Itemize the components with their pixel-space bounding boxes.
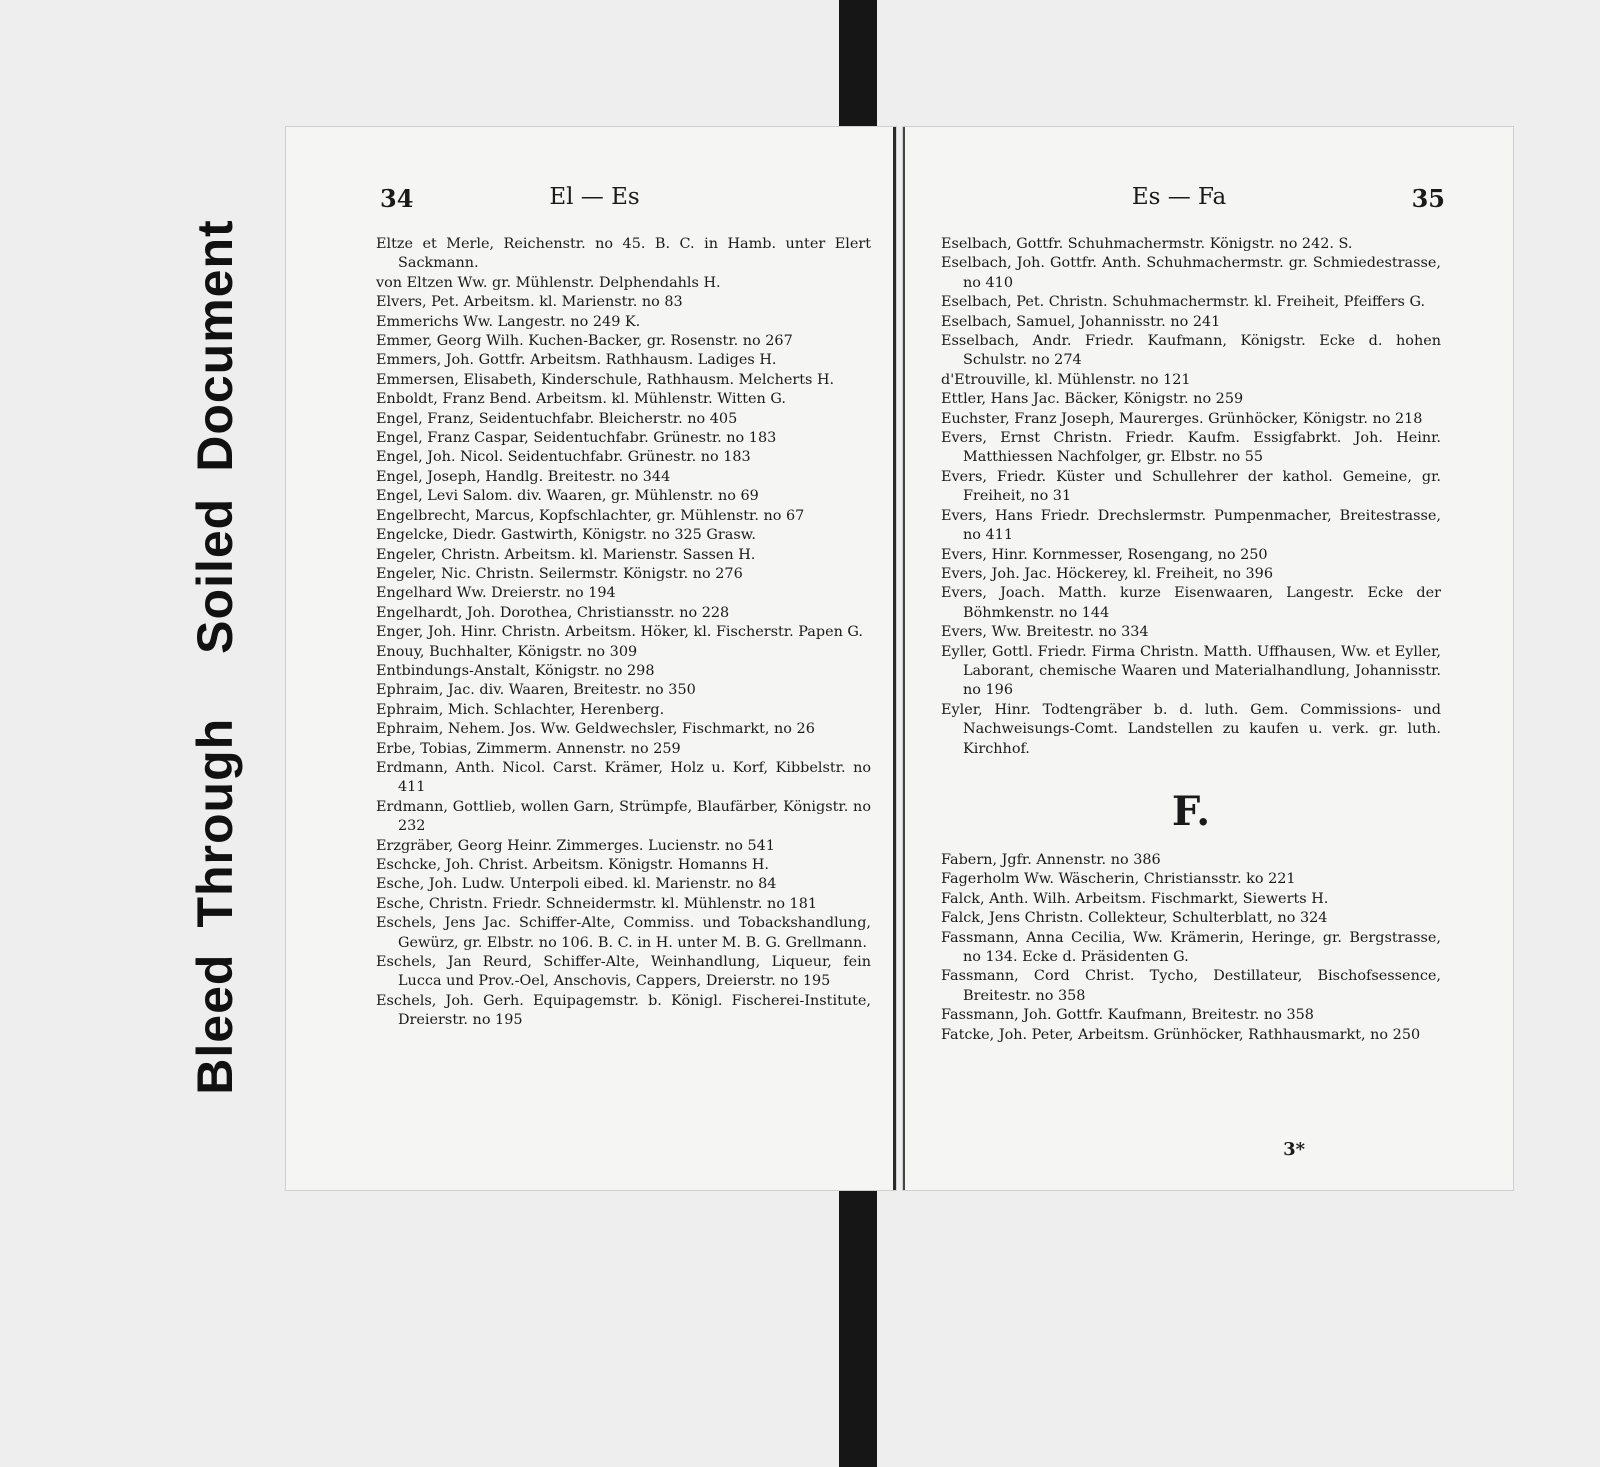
left-page-range: El — Es xyxy=(549,184,640,210)
right-page-range: Es — Fa xyxy=(1131,184,1227,210)
directory-entry: Entbindungs-Anstalt, Königstr. no 298 xyxy=(376,662,655,679)
directory-entry: Eschels, Joh. Gerh. Equipagemstr. b. Königl. Fischerei-Institute, Dreierstr. no 195 xyxy=(376,992,871,1029)
directory-entry: Euchster, Franz Joseph, Maurerges. Grünhöcker, Königstr. no 218 xyxy=(941,410,1423,427)
label-word-bleed: Bleed xyxy=(187,953,243,1095)
directory-entry: Ephraim, Jac. div. Waaren, Breitestr. no 350 xyxy=(376,682,696,699)
directory-entry: Erzgräber, Georg Heinr. Zimmerges. Lucienstr. no 541 xyxy=(376,837,775,854)
directory-entry: Erbe, Tobias, Zimmerm. Annenstr. no 259 xyxy=(376,740,681,757)
directory-entry: Eschels, Jens Jac. Schiffer-Alte, Commiss. und Tobackshandlung, Gewürz, gr. Elbstr. no 106. B. C. in H. unter M. B. G. Grellmann. xyxy=(376,915,871,951)
directory-entry: Enboldt, Franz Bend. Arbeitsm. kl. Mühlenstr. Witten G. xyxy=(376,391,786,408)
directory-entry: Eselbach, Pet. Christn. Schuhmachermstr. kl. Freiheit, Pfeiffers G. xyxy=(941,294,1426,311)
directory-entry: Falck, Jens Christn. Collekteur, Schulterblatt, no 324 xyxy=(941,910,1328,927)
directory-entry: Engelcke, Diedr. Gastwirth, Königstr. no 325 Grasw. xyxy=(376,527,756,544)
directory-entry: Eyller, Gottl. Friedr. Firma Christn. Matth. Uffhausen, Ww. et Eyller, Laborant, chemische Waaren und Materialhandlung, Johannisstr. no 196 xyxy=(941,643,1441,699)
directory-entry: Fassmann, Anna Cecilia, Ww. Krämerin, Heringe, gr. Bergstrasse, no 134. Ecke d. Präsidenten G. xyxy=(941,929,1441,965)
directory-entry: Emmers, Joh. Gottfr. Arbeitsm. Rathhausm. Ladiges H. xyxy=(376,352,777,369)
directory-entry: Ephraim, Mich. Schlachter, Herenberg. xyxy=(376,701,665,718)
directory-entry: Evers, Ernst Christn. Friedr. Kaufm. Essigfabrkt. Joh. Heinr. Matthiessen Nachfolger, gr. Elbstr. no 55 xyxy=(941,430,1441,466)
directory-entry: Evers, Hinr. Kornmesser, Rosengang, no 250 xyxy=(941,546,1268,563)
e-entries xyxy=(941,235,1441,759)
left-entry-list xyxy=(376,235,871,1031)
directory-entry: Engel, Franz Caspar, Seidentuchfabr. Grünestr. no 183 xyxy=(376,430,777,447)
directory-entry: Evers, Friedr. Küster und Schullehrer der kathol. Gemeine, gr. Freiheit, no 31 xyxy=(941,468,1441,505)
bleed-through-label xyxy=(175,182,255,1132)
section-letter-f: F. xyxy=(1171,787,1211,835)
directory-entry: Engelhardt, Joh. Dorothea, Christiansstr. no 228 xyxy=(376,604,730,621)
directory-entry: Enger, Joh. Hinr. Christn. Arbeitsm. Höker, kl. Fischerstr. Papen G. xyxy=(376,624,863,641)
left-page-number: 34 xyxy=(380,184,414,213)
directory-entry: Esselbach, Andr. Friedr. Kaufmann, Königstr. Ecke d. hohen Schulstr. no 274 xyxy=(941,333,1441,369)
directory-entry: Elvers, Pet. Arbeitsm. kl. Marienstr. no 83 xyxy=(376,294,683,311)
label-word-soiled: Soiled xyxy=(187,497,243,654)
directory-entry: Engel, Levi Salom. div. Waaren, gr. Mühlenstr. no 69 xyxy=(376,488,759,505)
directory-entry: Eschcke, Joh. Christ. Arbeitsm. Königstr. Homanns H. xyxy=(376,857,769,873)
directory-entry: d'Etrouville, kl. Mühlenstr. no 121 xyxy=(941,371,1191,388)
directory-entry: Erdmann, Anth. Nicol. Carst. Krämer, Holz u. Korf, Kibbelstr. no 411 xyxy=(376,759,871,796)
right-page-header xyxy=(905,184,1513,214)
directory-entry: Emmer, Georg Wilh. Kuchen-Backer, gr. Rosenstr. no 267 xyxy=(376,333,793,350)
left-page-header xyxy=(286,184,893,214)
directory-entry: Emmersen, Elisabeth, Kinderschule, Rathhausm. Melcherts H. xyxy=(376,371,835,388)
directory-entry: Ephraim, Nehem. Jos. Ww. Geldwechsler, Fischmarkt, no 26 xyxy=(376,721,815,738)
f-entries xyxy=(941,851,1441,1045)
directory-entry: Fatcke, Joh. Peter, Arbeitsm. Grünhöcker, Rathhausmarkt, no 250 xyxy=(941,1026,1421,1043)
right-page xyxy=(903,127,1513,1190)
directory-entry: Fassmann, Joh. Gottfr. Kaufmann, Breitestr. no 358 xyxy=(941,1007,1314,1024)
left-page xyxy=(286,127,896,1190)
directory-entry: Engel, Joseph, Handlg. Breitestr. no 344 xyxy=(376,468,671,485)
directory-entry: Ettler, Hans Jac. Bäcker, Königstr. no 259 xyxy=(941,391,1244,408)
directory-entry: Engel, Joh. Nicol. Seidentuchfabr. Grünestr. no 183 xyxy=(376,449,751,466)
page-signature: 3* xyxy=(1283,1139,1305,1160)
directory-entry: Falck, Anth. Wilh. Arbeitsm. Fischmarkt, Siewerts H. xyxy=(941,890,1329,907)
directory-entry: Evers, Ww. Breitestr. no 334 xyxy=(941,624,1149,641)
directory-entry: Eltze et Merle, Reichenstr. no 45. B. C. in Hamb. unter Elert Sackmann. xyxy=(376,236,871,272)
directory-entry: Engelhard Ww. Dreierstr. no 194 xyxy=(376,585,616,602)
directory-entry: Erdmann, Gottlieb, wollen Garn, Strümpfe, Blaufärber, Königstr. no 232 xyxy=(376,798,871,835)
directory-entry: Evers, Joach. Matth. kurze Eisenwaaren, Langestr. Ecke der Böhmkenstr. no 144 xyxy=(941,585,1441,621)
directory-entry: Eselbach, Samuel, Johannisstr. no 241 xyxy=(941,313,1221,330)
directory-entry: Eselbach, Gottfr. Schuhmachermstr. Königstr. no 242. S. xyxy=(941,236,1353,252)
directory-entry: Engel, Franz, Seidentuchfabr. Bleicherstr. no 405 xyxy=(376,410,738,427)
right-entry-list xyxy=(941,235,1441,1045)
directory-entry: Fassmann, Cord Christ. Tycho, Destillateur, Bischofsessence, Breitestr. no 358 xyxy=(941,968,1441,1004)
right-page-number: 35 xyxy=(1411,184,1445,213)
label-word-through: Through xyxy=(187,717,243,928)
directory-entry: Eselbach, Joh. Gottfr. Anth. Schuhmachermstr. gr. Schmiedestrasse, no 410 xyxy=(941,255,1441,291)
label-word-document: Document xyxy=(187,219,243,472)
directory-entry: Eyler, Hinr. Todtengräber b. d. luth. Gem. Commissions- und Nachweisungs-Comt. Landstellen zu kaufen u. verk. gr. luth. Kirchhof. xyxy=(941,701,1441,757)
directory-entry: Emmerichs Ww. Langestr. no 249 K. xyxy=(376,313,641,330)
directory-entry: Fagerholm Ww. Wäscherin, Christiansstr. ko 221 xyxy=(941,871,1296,888)
directory-entry: Engeler, Nic. Christn. Seilermstr. Königstr. no 276 xyxy=(376,565,743,582)
directory-entry: Enouy, Buchhalter, Königstr. no 309 xyxy=(376,643,638,660)
directory-entry: Esche, Joh. Ludw. Unterpoli eibed. kl. Marienstr. no 84 xyxy=(376,876,777,893)
directory-entry: Esche, Christn. Friedr. Schneidermstr. kl. Mühlenstr. no 181 xyxy=(376,895,818,912)
directory-entry: Fabern, Jgfr. Annenstr. no 386 xyxy=(941,851,1161,868)
directory-entry: Evers, Hans Friedr. Drechslermstr. Pumpenmacher, Breitestrasse, no 411 xyxy=(941,507,1441,544)
directory-entry: Engeler, Christn. Arbeitsm. kl. Marienstr. Sassen H. xyxy=(376,546,756,563)
directory-entry: Engelbrecht, Marcus, Kopfschlachter, gr. Mühlenstr. no 67 xyxy=(376,507,805,524)
directory-entry: Evers, Joh. Jac. Höckerey, kl. Freiheit, no 396 xyxy=(941,565,1273,582)
directory-entry: von Eltzen Ww. gr. Mühlenstr. Delphendahls H. xyxy=(376,274,721,291)
directory-entry: Eschels, Jan Reurd, Schiffer-Alte, Weinhandlung, Liqueur, fein Lucca und Prov.-Oel, Anschovis, Cappers, Dreierstr. no 195 xyxy=(376,954,871,990)
